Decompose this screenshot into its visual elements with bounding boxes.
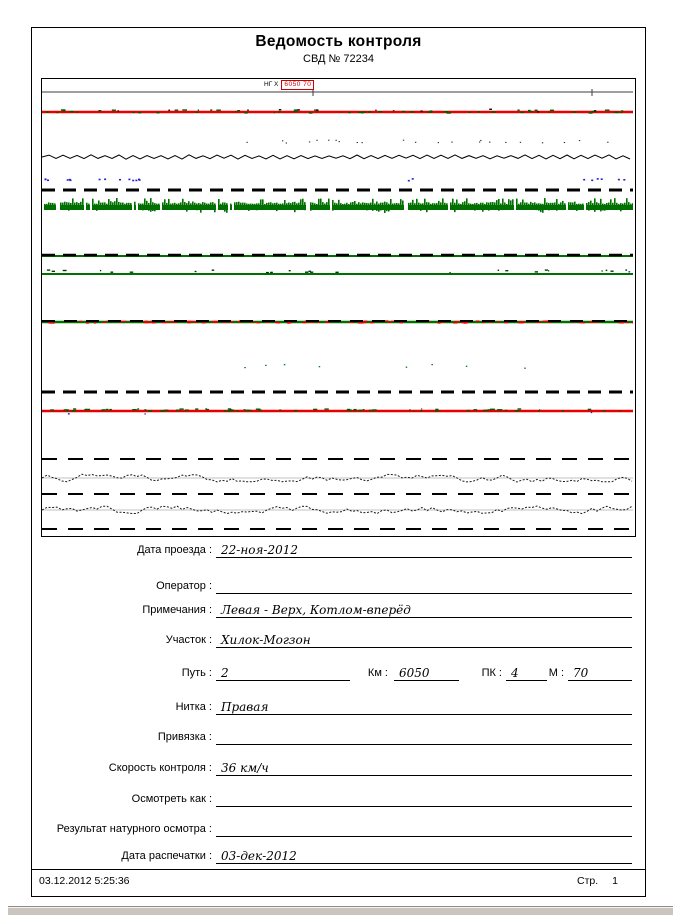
trace-blue-speck-row	[45, 178, 626, 181]
field-underline	[216, 760, 632, 776]
field-label: Нитка :	[175, 701, 212, 713]
field-underline	[216, 821, 632, 837]
field-value: 22-ноя-2012	[221, 543, 298, 557]
km-marker-value: 6050 70	[281, 80, 314, 90]
km-marker	[264, 80, 314, 90]
trace-wavy-line	[42, 155, 630, 159]
field-underline	[394, 665, 459, 681]
field-value: 03-дек-2012	[221, 849, 297, 863]
trace-rail-bottom-red	[42, 409, 633, 414]
defectogram-chart	[42, 79, 633, 534]
field-underline	[216, 602, 632, 618]
field-label: Км :	[367, 667, 388, 679]
field-label: Дата распечатки :	[121, 850, 212, 862]
field-label: Примечания :	[142, 604, 212, 616]
form-row-track-location	[32, 665, 645, 681]
field-underline	[216, 848, 632, 864]
trace-green-noise-band	[42, 198, 633, 213]
field-underline	[216, 729, 632, 745]
form-row-rail-string	[32, 699, 645, 715]
field-underline	[216, 578, 632, 594]
field-value: 70	[573, 666, 589, 680]
trace-rail-surface-red	[42, 109, 633, 113]
field-label: Осмотреть как :	[131, 793, 212, 805]
trace-level-trace-2	[42, 506, 633, 514]
trace-green-speck-row	[244, 364, 525, 369]
form-row-inspect-as	[32, 791, 645, 807]
field-value: 36 км/ч	[221, 761, 269, 775]
field-label: Скорость контроля :	[108, 762, 212, 774]
defectogram-panel	[41, 78, 636, 537]
field-label: Путь :	[181, 667, 212, 679]
field-label: ПК :	[481, 667, 502, 679]
trace-speck-row	[247, 140, 609, 144]
device-number: СВД № 72234	[303, 53, 374, 65]
form-row-travel-date	[32, 542, 645, 558]
field-value: Хилок-Могзон	[221, 633, 311, 647]
trace-top-axis	[42, 89, 633, 96]
field-underline	[216, 542, 632, 558]
field-underline	[216, 665, 350, 681]
field-value: 4	[511, 666, 519, 680]
form-row-operator	[32, 578, 645, 594]
km-marker-label: НГ X	[264, 81, 279, 88]
report-page	[31, 27, 646, 897]
field-value: 2	[221, 666, 229, 680]
form-row-section	[32, 632, 645, 648]
field-label: Результат натурного осмотра :	[56, 823, 212, 835]
trace-green-line-2	[42, 270, 633, 274]
field-label: Оператор :	[156, 580, 212, 592]
page-number-block	[577, 875, 618, 887]
field-label: Дата проезда :	[137, 544, 212, 556]
field-underline	[216, 791, 632, 807]
field-value: Левая - Верх, Котлом-вперёд	[221, 603, 411, 617]
form-row-print-date	[32, 848, 645, 864]
page-footer	[32, 873, 645, 889]
field-label: Участок :	[165, 634, 212, 646]
field-label: Привязка :	[157, 731, 212, 743]
trace-level-trace-1	[42, 474, 633, 482]
print-timestamp: 03.12.2012 5:25:36	[39, 875, 130, 887]
form-row-visual-result	[32, 821, 645, 837]
form-row-reference	[32, 729, 645, 745]
page-title: Ведомость контроля	[255, 33, 422, 50]
field-underline	[568, 665, 632, 681]
field-value: 6050	[399, 666, 430, 680]
form-row-control-speed	[32, 760, 645, 776]
field-underline	[216, 699, 632, 715]
page-number-label: Стр.	[577, 875, 599, 887]
page-number-value: 1	[612, 875, 618, 887]
footer-divider	[32, 869, 645, 870]
field-underline	[216, 632, 632, 648]
form-row-notes	[32, 602, 645, 618]
field-label: М :	[548, 667, 564, 679]
field-value: Правая	[221, 700, 269, 714]
